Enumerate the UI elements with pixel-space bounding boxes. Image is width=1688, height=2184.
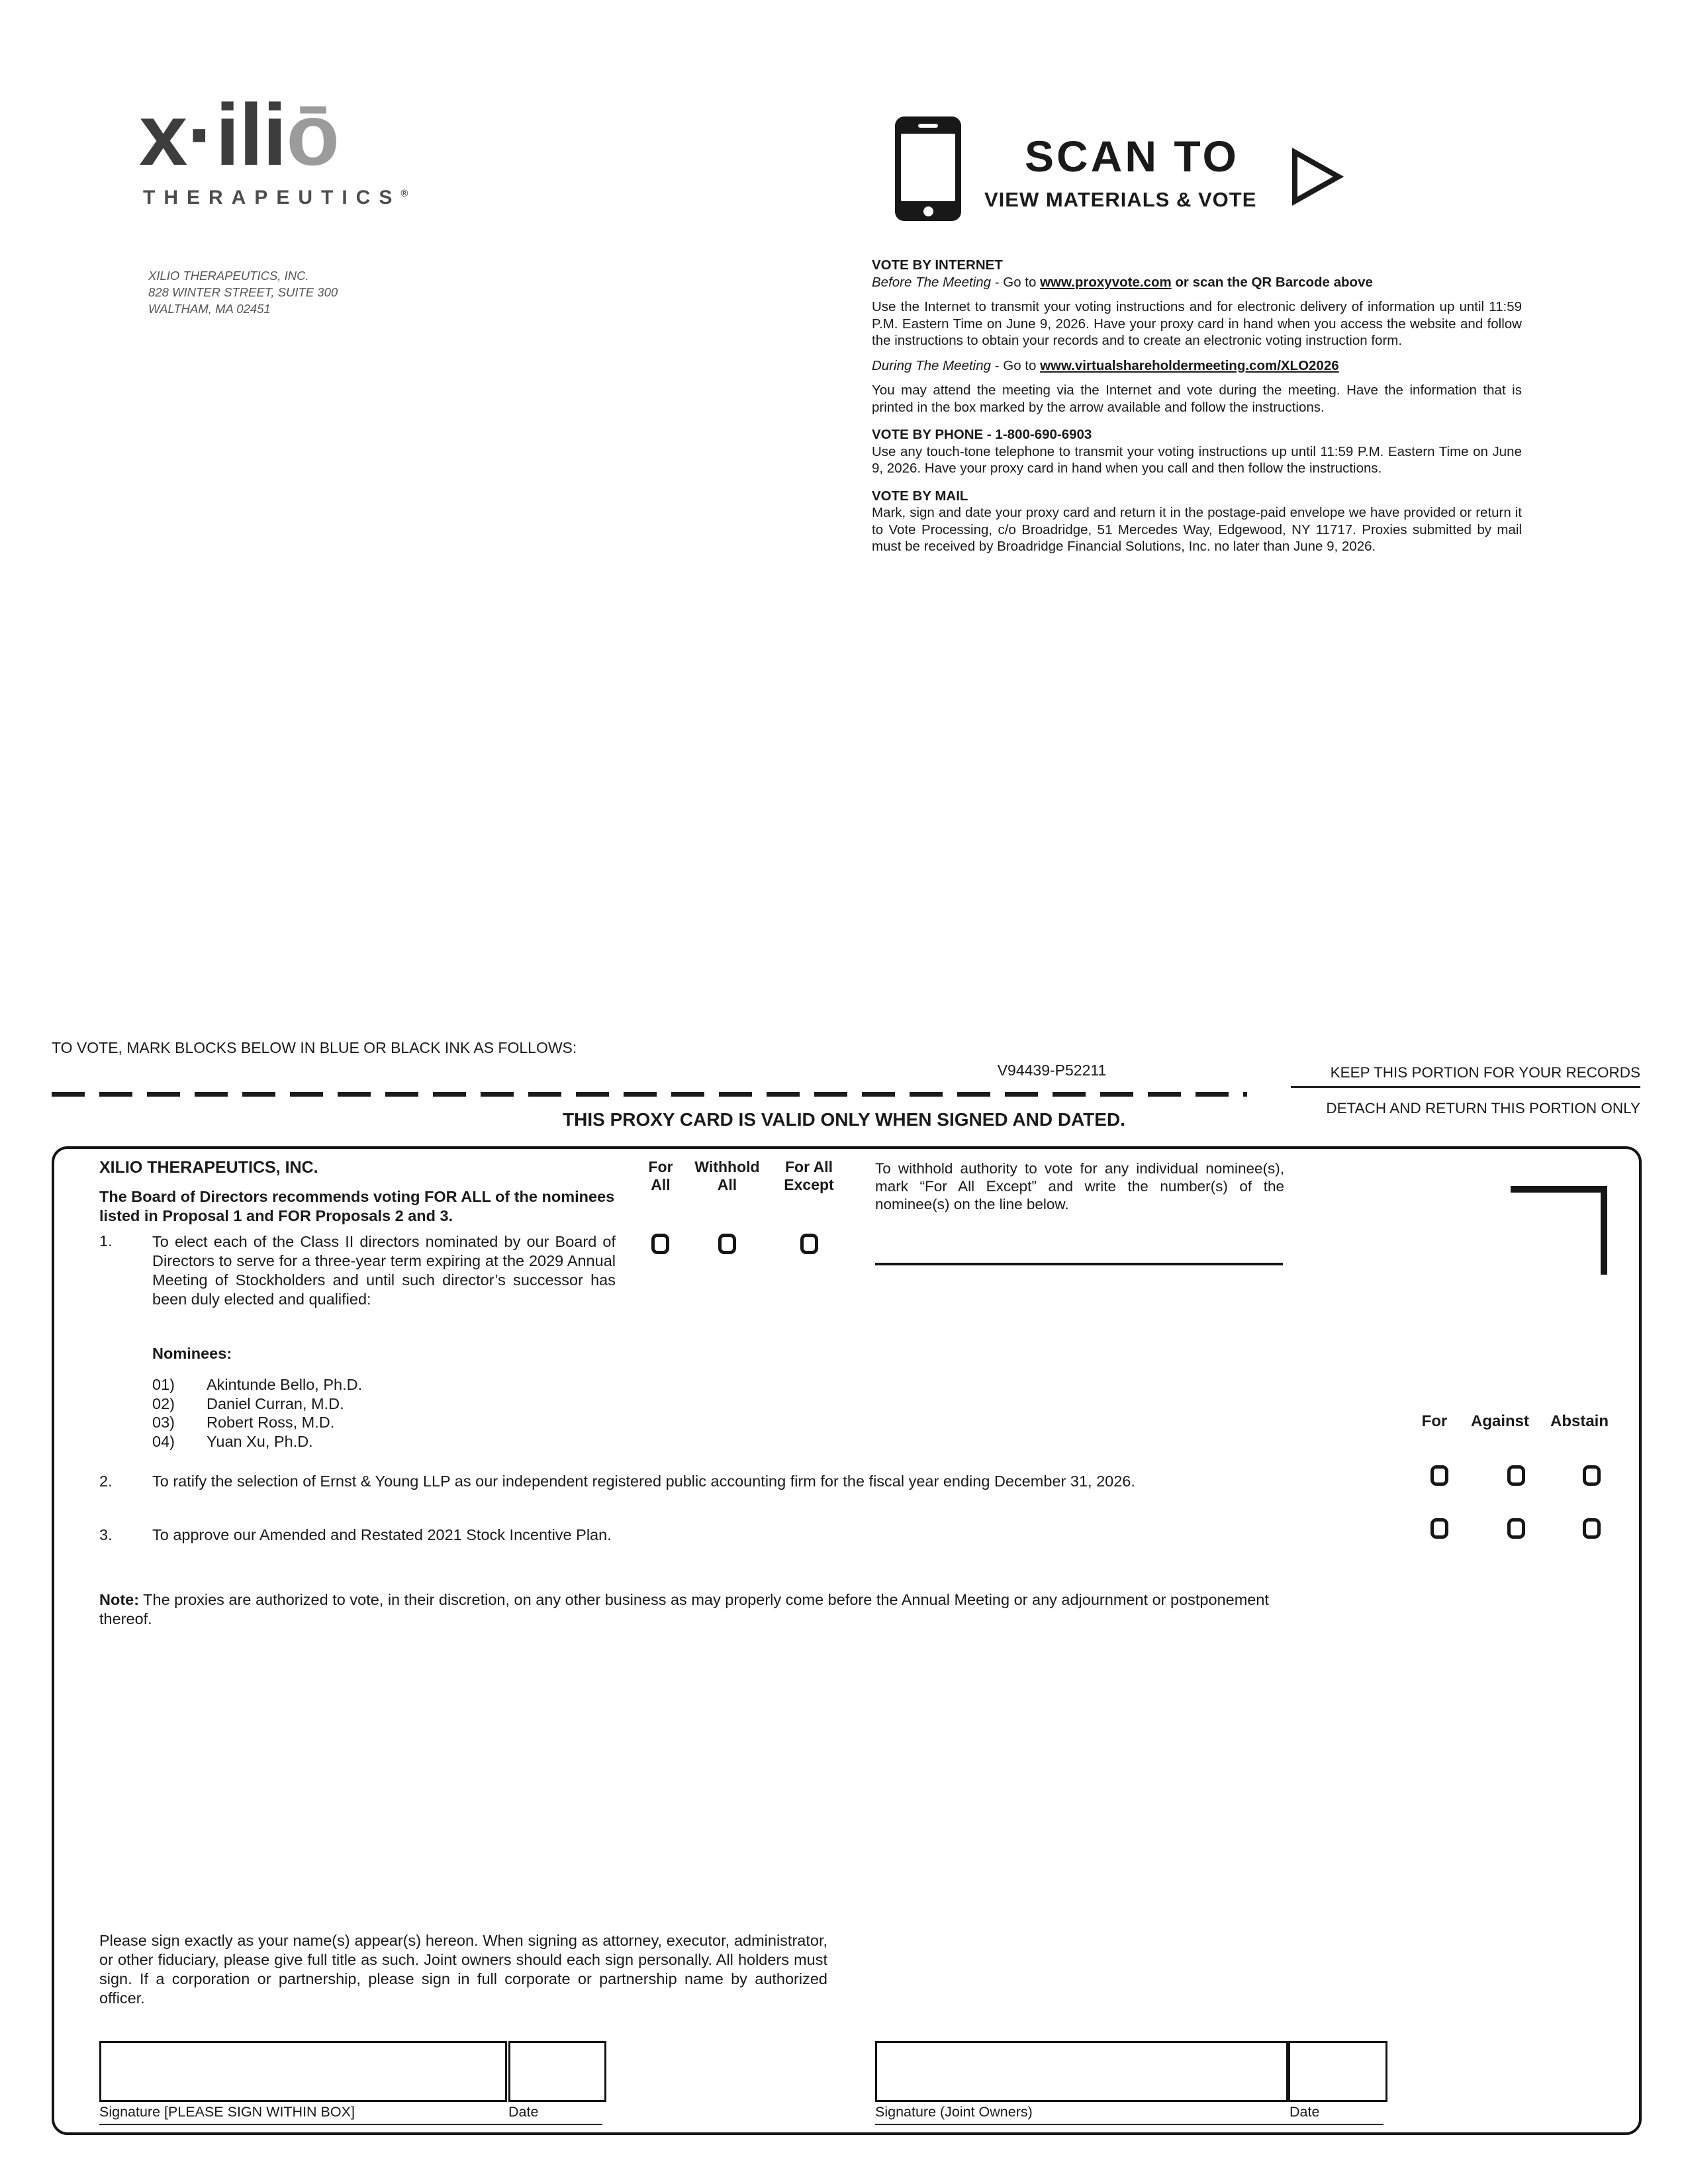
column-header-for: For (1421, 1412, 1448, 1430)
for-all-except-writein-line[interactable] (875, 1263, 1283, 1265)
logo-therapeutics (143, 187, 408, 209)
column-header-line: For (648, 1158, 673, 1175)
vote-by-mail-heading: VOTE BY MAIL (872, 488, 968, 504)
nominee-name: Akintunde Bello, Ph.D. (207, 1376, 363, 1393)
nominee-number: 04) (152, 1432, 175, 1450)
mail-instructions-paragraph: Mark, sign and date your proxy card and return it in the postage-paid envelope we have provided or return it to Vote Processing, c/o Broadridge, 51 Mercedes Way, Edgewood, NY 11717. Proxies submitted by mail must be received by Broadridge Financial Solutions, Inc. no later than June 9, 2026. (872, 505, 1522, 554)
note-text: The proxies are authorized to vote, in their discretion, on any other business as may properly come before the Annual Meeting or any adjournment or postponement thereof. (99, 1591, 1269, 1627)
nominee-number: 02) (152, 1394, 175, 1412)
checkbox-p2-against[interactable] (1507, 1465, 1525, 1486)
virtual-meeting-link[interactable]: www.virtualshareholdermeeting.com/XLO2026 (1040, 357, 1339, 373)
date-primary-label: Date (508, 2104, 539, 2120)
company-address (148, 267, 338, 317)
before-meeting-label: Before The Meeting (872, 274, 992, 290)
date-joint-label: Date (1289, 2104, 1320, 2120)
logo-text-main: x·ili (139, 86, 287, 183)
proposal2-text: To ratify the selection of Ernst & Young LLP as our independent registered public accounting firm for the fiscal year ending December 31, 2026. (152, 1473, 1135, 1490)
mark-blocks-instruction: TO VOTE, MARK BLOCKS BELOW IN BLUE OR BLACK INK AS FOLLOWS: (52, 1039, 577, 1056)
column-header-line: Except (784, 1176, 834, 1193)
nominee-number: 01) (152, 1376, 175, 1393)
note-label: Note: (99, 1591, 140, 1608)
detach-dashed-line (52, 1092, 1247, 1097)
during-meeting-line (872, 357, 1522, 375)
signature-box-joint[interactable] (875, 2041, 1288, 2102)
phone-screen (901, 134, 955, 201)
sign-instructions: Please sign exactly as your name(s) appear(s) hereon. When signing as attorney, executor, administrator, or other fiduciary, please give full title as such. Joint owners should each sign personally. All holders must sign. If a corporation or partnership, please sign in full corporate or partnership name by authorized officer. (99, 1932, 827, 2007)
nominee-row (152, 1394, 362, 1414)
nominee-row (152, 1413, 362, 1432)
company-logo (139, 86, 408, 209)
smartphone-icon (895, 116, 961, 221)
vote-by-internet-heading: VOTE BY INTERNET (872, 257, 1003, 273)
qr-barcode-text: or scan the QR Barcode above (1171, 274, 1373, 290)
board-recommendation: The Board of Directors recommends voting FOR ALL of the nominees listed in Proposal 1 and FOR Proposals 2 and 3. (99, 1188, 615, 1224)
checkbox-p1-for-all[interactable] (651, 1234, 669, 1254)
card-company-name: XILIO THERAPEUTICS, INC. (99, 1158, 318, 1177)
date-box-joint[interactable] (1288, 2041, 1387, 2102)
proxyvote-link[interactable]: www.proxyvote.com (1040, 274, 1172, 290)
nominee-number: 03) (152, 1414, 175, 1431)
arrow-right-icon (1289, 146, 1345, 208)
column-header-against: Against (1470, 1412, 1529, 1430)
nominee-name: Yuan Xu, Ph.D. (207, 1432, 313, 1450)
checkbox-p1-for-all-except[interactable] (800, 1234, 818, 1254)
signature-joint-label: Signature (Joint Owners) (875, 2104, 1033, 2120)
column-header-abstain: Abstain (1550, 1412, 1609, 1430)
nominee-name: Daniel Curran, M.D. (207, 1394, 344, 1412)
checkbox-p3-against[interactable] (1507, 1518, 1525, 1539)
phone-home-button (923, 206, 933, 216)
checkbox-p1-withhold-all[interactable] (718, 1234, 736, 1254)
scan-to-title: SCAN TO (1025, 132, 1239, 181)
discretion-note (99, 1590, 1291, 1629)
nominee-row (152, 1432, 362, 1451)
address-line-3: WALTHAM, MA 02451 (148, 302, 271, 316)
control-number: V94439-P52211 (997, 1062, 1107, 1079)
nominee-row (152, 1375, 362, 1394)
column-header-line: For All (785, 1158, 833, 1175)
checkbox-p3-abstain[interactable] (1583, 1518, 1601, 1539)
proposal1-text: To elect each of the Class II directors nominated by our Board of Directors to serve for a three-year term expiring at the 2029 Annual Meeting of Stockholders and until such director’s successor has been duly elected and qualified: (152, 1233, 616, 1308)
vote-by-phone-heading: VOTE BY PHONE - 1-800-690-6903 (872, 427, 1092, 442)
column-header-line: Withhold (694, 1158, 760, 1175)
go-to-text: - Go to (991, 357, 1041, 373)
column-header-line: All (651, 1176, 671, 1193)
before-meeting-line (872, 274, 1522, 291)
internet-instructions-paragraph: Use the Internet to transmit your voting instructions and for electronic delivery of information up until 11:59 P.M. Eastern Time on June 9, 2026. Have your proxy card in hand when you access the website and follow the instructions to obtain your records and to create an electronic voting instruction form. (872, 299, 1522, 348)
address-line-2: 828 WINTER STREET, SUITE 300 (148, 285, 338, 299)
phone-speaker (918, 124, 938, 128)
keep-portion-text: KEEP THIS PORTION FOR YOUR RECORDS (1291, 1064, 1640, 1088)
signature-label-row-primary (99, 2103, 602, 2125)
proposal3-text: To approve our Amended and Restated 2021 Stock Incentive Plan. (152, 1526, 612, 1543)
registered-trademark: ® (400, 188, 408, 199)
checkbox-p2-for[interactable] (1430, 1465, 1448, 1486)
checkbox-p3-for[interactable] (1430, 1518, 1448, 1539)
scan-to-subtitle: VIEW MATERIALS & VOTE (984, 188, 1257, 211)
logo-sub-text: THERAPEUTICS (143, 187, 401, 208)
logo-wordmark (139, 86, 408, 183)
withhold-instructions: To withhold authority to vote for any individual nominee(s), mark “For All Except” and write the number(s) of the nominee(s) on the line below. (875, 1160, 1284, 1212)
date-box-primary[interactable] (508, 2041, 606, 2102)
proposal1-number: 1. (99, 1232, 113, 1250)
proxy-ballot-box (52, 1146, 1642, 2135)
phone-instructions-paragraph: Use any touch-tone telephone to transmit your voting instructions up until 11:59 P.M. Eastern Time on June 9, 2026. Have your proxy card in hand when you call and then follow the instructions. (872, 443, 1522, 476)
column-header-line: All (717, 1176, 737, 1193)
valid-when-signed-notice: THIS PROXY CARD IS VALID ONLY WHEN SIGNED AND DATED. (563, 1109, 1125, 1130)
go-to-text: - Go to (991, 274, 1041, 290)
logo-text-o: ō (286, 86, 340, 183)
nominees-label: Nominees: (152, 1345, 232, 1362)
nominee-name: Robert Ross, M.D. (207, 1414, 335, 1431)
address-line-1: XILIO THERAPEUTICS, INC. (148, 269, 309, 283)
signature-primary-label: Signature [PLEASE SIGN WITHIN BOX] (99, 2104, 355, 2120)
during-meeting-label: During The Meeting (872, 357, 992, 373)
column-header-for-all-except (763, 1158, 855, 1194)
proposal3-number: 3. (99, 1526, 113, 1543)
checkbox-p2-abstain[interactable] (1583, 1465, 1601, 1486)
signature-box-primary[interactable] (99, 2041, 507, 2102)
corner-registration-mark (1511, 1186, 1607, 1275)
detach-portion-text: DETACH AND RETURN THIS PORTION ONLY (1326, 1100, 1640, 1116)
proposal2-number: 2. (99, 1473, 113, 1490)
voting-instructions-column (872, 257, 1522, 555)
nominee-list (152, 1375, 362, 1451)
signature-label-row-joint (875, 2103, 1383, 2125)
during-meeting-paragraph: You may attend the meeting via the Internet and vote during the meeting. Have the information that is printed in the box marked by the arrow available and follow the instructions. (872, 383, 1522, 415)
column-header-withhold-all (682, 1158, 772, 1194)
